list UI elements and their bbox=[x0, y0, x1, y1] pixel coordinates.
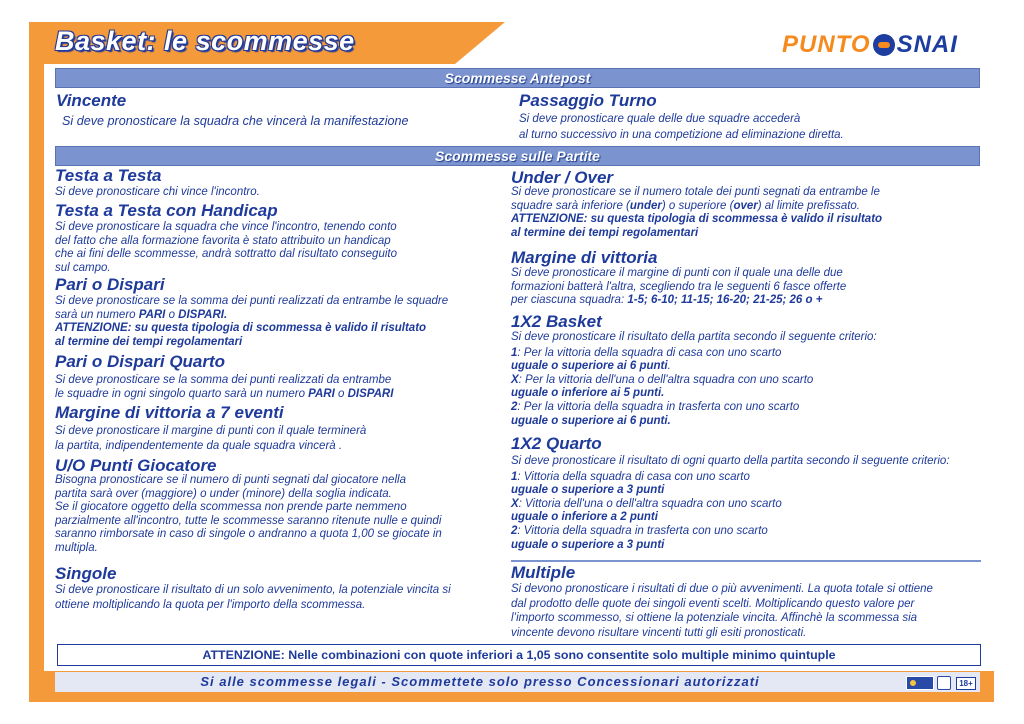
section-band-antepost: Scommesse Antepost bbox=[55, 68, 980, 88]
heading-multiple: Multiple bbox=[511, 563, 576, 582]
text-testa-a-testa: Si deve pronosticare chi vince l'incontro. bbox=[55, 186, 260, 198]
header-diagonal-cut bbox=[455, 22, 505, 64]
text-1x2-basket: Si deve pronosticare il risultato della partita secondo il seguente criterio: 1: Per la vittoria della squadra di casa con uno scarto uguale o superiore ai 6 punti. X: Per la vittoria dell'una o dell'altra squadra con uno scarto uguale o inferiore ai 5 punti. 2: Per la vittoria della squadra in trasferta con uno scarto uguale o superiore ai 6 punti. bbox=[511, 331, 877, 427]
text-singole: Si deve pronosticare il risultato di un solo avvenimento, la potenziale vincita si ottiene moltiplicando la quota per l'importo della scommessa. bbox=[55, 584, 451, 611]
footer-bar bbox=[55, 672, 980, 692]
age-18-badge: 18+ bbox=[956, 677, 976, 690]
logo-globe-icon bbox=[873, 34, 895, 56]
heading-1x2-quarto: 1X2 Quarto bbox=[511, 434, 602, 453]
punto-snai-logo bbox=[782, 30, 958, 60]
heading-margine-7-eventi: Margine di vittoria a 7 eventi bbox=[55, 403, 284, 422]
section-divider bbox=[511, 560, 981, 562]
text-margine-vittoria: Si deve pronosticare il margine di punti con il quale una delle due formazioni batterà l'altra, scegliendo tra le seguenti 6 fasce offerte per ciascuna squadra: 1-5; 6-10; 11-15; 16-20; 21-25; 26 o + bbox=[511, 267, 847, 307]
heading-1x2-basket: 1X2 Basket bbox=[511, 312, 602, 331]
attention-notice: ATTENZIONE: Nelle combinazioni con quote inferiori a 1,05 sono consentite solo multiple minimo quintuple bbox=[57, 644, 981, 666]
heading-uo-punti-giocatore: U/O Punti Giocatore bbox=[55, 456, 217, 475]
text-multiple: Si devono pronosticare i risultati di due o più avvenimenti. La quota totale si ottiene dal prodotto delle quote dei singoli eventi scelti. Moltiplicando questo valore per l’importo scommesso, si ottiene la potenziale vincita. Affinchè la scommessa sia vincente devono risultare vincenti tutti gli esiti pronosticati. bbox=[511, 583, 933, 639]
logo-text-punto: PUNTO bbox=[782, 31, 871, 58]
text-margine-7-eventi: Si deve pronosticare il margine di punti con il quale terminerà la partita, indipendentemente da quale squadra vincerà . bbox=[55, 425, 367, 452]
text-passaggio-turno: Si deve pronosticare quale delle due squadre accederà al turno successivo in una competizione ad eliminazione diretta. bbox=[519, 113, 844, 141]
text-pari-dispari: Si deve pronosticare se la somma dei punti realizzati da entrambe le squadre sarà un numero PARI o DISPARI. ATTENZIONE: su questa tipologia di scommessa è valido il risultato al termine dei tempi regolamentari bbox=[55, 295, 449, 348]
heading-singole: Singole bbox=[55, 564, 117, 583]
heading-pari-dispari-quarto: Pari o Dispari Quarto bbox=[55, 352, 226, 371]
heading-testa-a-testa: Testa a Testa bbox=[55, 166, 162, 185]
footer-legal-text: Si alle scommesse legali - Scommettete solo presso Concessionari autorizzati bbox=[200, 674, 760, 689]
heading-handicap: Testa a Testa con Handicap bbox=[55, 201, 278, 220]
text-handicap: Si deve pronosticare la squadra che vince l'incontro, tenendo conto del fatto che alla formazione favorita è stato attribuito un handicap che ai fini delle scommesse, andrà sottratto dal risultato conseguito sul campo. bbox=[55, 221, 397, 274]
text-1x2-quarto: Si deve pronosticare il risultato di ogni quarto della partita secondo il seguente criterio: 1: Vittoria della squadra di casa con uno scarto uguale o superiore a 3 punti X: Vittoria dell'una o dell'altra squadra con uno scarto uguale o inferiore a 2 punti 2: Vittoria della squadra in trasferta con uno scarto uguale o superiore a 3 punti bbox=[511, 455, 950, 551]
aams-logo-icon bbox=[906, 676, 934, 690]
heading-passaggio-turno: Passaggio Turno bbox=[519, 91, 657, 110]
heading-vincente: Vincente bbox=[56, 91, 127, 110]
heading-margine-vittoria: Margine di vittoria bbox=[511, 248, 658, 267]
text-under-over: Si deve pronosticare se il numero totale dei punti segnati da entrambe le squadre sarà inferiore (under) o superiore (over) al limite prefissato. ATTENZIONE: su questa tipologia di scommessa è valido il risultato al termine dei tempi regolamentari bbox=[511, 186, 883, 239]
page-title: Basket: le scommesse bbox=[55, 26, 355, 56]
text-uo-punti-giocatore: Bisogna pronosticare se il numero di punti segnati dal giocatore nella partita sarà over (maggiore) o under (minore) della soglia indicata. Se il giocatore oggetto della scommessa non prende parte nemmeno parzialmente all'incontro, tutte le scommesse saranno ritenute nulle e quindi saranno rimborsate in caso di singole o andranno a quota 1,00 se giocate in multipla. bbox=[55, 474, 442, 554]
text-pari-dispari-quarto: Si deve pronosticare se la somma dei punti realizzati da entrambe le squadre in ogni singolo quarto sarà un numero PARI o DISPARI bbox=[55, 374, 394, 400]
gioco-sicuro-icon bbox=[937, 676, 951, 690]
heading-pari-dispari: Pari o Dispari bbox=[55, 275, 165, 294]
text-vincente: Si deve pronosticare la squadra che vincerà la manifestazione bbox=[62, 114, 409, 128]
logo-text-snai: SNAI bbox=[896, 31, 958, 58]
section-band-partite: Scommesse sulle Partite bbox=[55, 146, 980, 166]
heading-under-over: Under / Over bbox=[511, 168, 614, 187]
